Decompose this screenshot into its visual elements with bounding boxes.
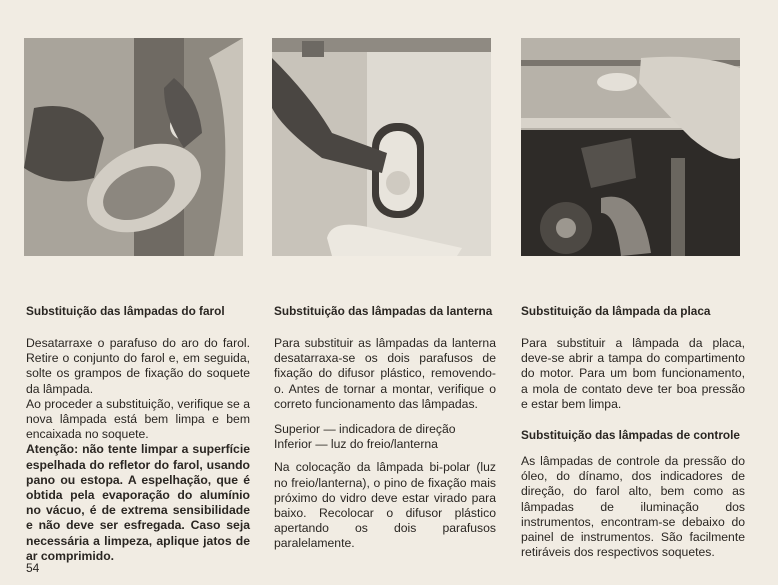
spec-list	[274, 422, 496, 452]
column-plate-and-control	[521, 304, 745, 560]
heading-plate-lamp: Substituição da lâmpada da placa	[521, 304, 711, 318]
warning-text: Atenção: não tente limpar a superfície espelhada do refletor do farol, usando pano ou estopa. A espelhação, que é obtida pela evaporação do alumínio no vácuo, é de extrema sensibilidade e não deve ser esfregada. Caso seja necessária a limpeza, aplique jatos de ar comprimido.	[26, 442, 250, 563]
spec-line-lower: Inferior — luz do freio/lanterna	[274, 437, 438, 452]
photo-plate-lamp-engine	[521, 38, 740, 256]
column-taillight	[274, 304, 496, 552]
paragraph-taillight-closing: Na colocação da lâmpada bi-polar (luz no freio/lanterna), o pino de fixação mais próximo do vidro deve estar virado para baixo. Recolocar o difusor plástico apertando os dois parafusos paralelamente.	[274, 460, 496, 551]
heading-taillight: Substituição das lâmpadas da lanterna	[274, 304, 493, 318]
column-headlight	[26, 304, 250, 564]
paragraph-headlight-2: Ao proceder a substituição, verifique se a nova lâmpada está bem limpa e bem encaixada no soquete.	[26, 396, 250, 442]
paragraph-plate-lamp: Para substituir a lâmpada da placa, deve-se abrir a tampa do compartimento do motor. Para um bom funcionamento, a mola de contato deve ter boa pressão e estar bem limpa.	[521, 336, 745, 411]
paragraph-headlight-1: Desatarraxe o parafuso do aro do farol. Retire o conjunto do farol e, em seguida, solte os grampos de fixação do soquete da lâmpada.	[26, 336, 250, 396]
paragraph-taillight-1: Para substituir as lâmpadas da lanterna desatarraxa-se os dois parafusos de fixação do difusor plástico, removendo-o. Antes de tornar a montar, verifique o correto funcionamento das lâmpadas.	[274, 336, 496, 411]
heading-headlight: Substituição das lâmpadas do farol	[26, 304, 225, 318]
paragraph-control-lamps: As lâmpadas de controle da pressão do óleo, do dínamo, dos indicadores de direção, do farol alto, bem como as lâmpadas de iluminação dos instrumentos, encontram-se debaixo do painel de instrumentos. São facilmente retiráveis dos respectivos soquetes.	[521, 454, 745, 560]
spec-line-upper: Superior — indicadora de direção	[274, 422, 456, 437]
heading-control-lamps: Substituição das lâmpadas de controle	[521, 428, 740, 443]
page-number: 54	[26, 561, 40, 575]
photo-headlight-removal	[24, 38, 243, 256]
photo-taillight-removal	[272, 38, 491, 256]
